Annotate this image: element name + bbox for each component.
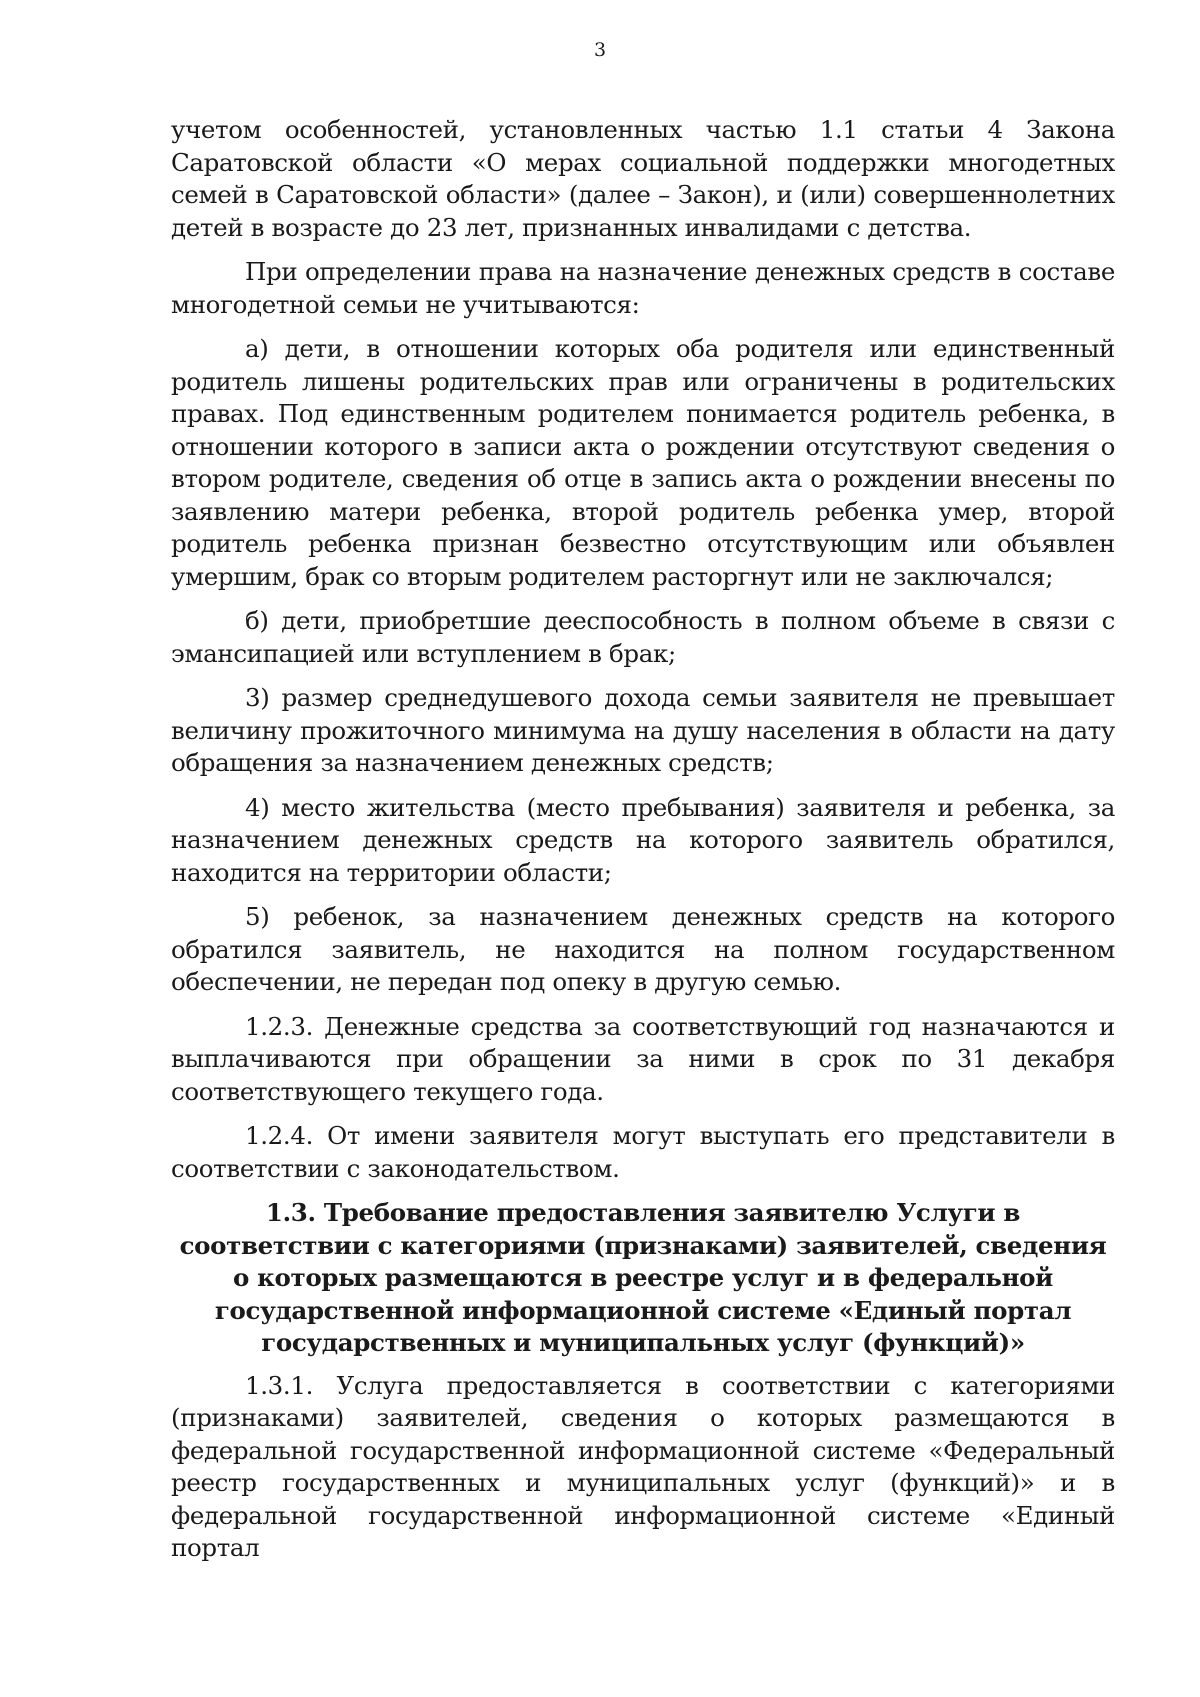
page-number: 3 bbox=[593, 39, 607, 61]
paragraph-1-3-1: 1.3.1. Услуга предоставляется в соответствии с категориями (признаками) заявителей, сведения о которых размещаются в федеральной государственной информационной системе «Федеральный реестр государственных и муниципальных услуг (функций)» и в федеральной государственной информационной системе «Единый портал bbox=[171, 1370, 1115, 1562]
document-body bbox=[171, 114, 1115, 1577]
paragraph-item-3: 3) размер среднедушевого дохода семьи заявителя не превышает величину прожиточного минимума на душу населения в области на дату обращения за назначением денежных средств; bbox=[171, 683, 1115, 777]
paragraph-item-a: а) дети, в отношении которых оба родителя или единственный родитель лишены родительских прав или ограничены в родительских правах. Под единственным родителем понимается родитель ребенка, в отношении которого в записи акта о рождении отсутствуют сведения о втором родителе, сведения об отце в запись акта о рождении внесены по заявлению матери ребенка, второй родитель ребенка умер, второй родитель ребенка признан безвестно отсутствующим или объявлен умершим, брак со вторым родителем расторгнут или не заключался; bbox=[171, 334, 1115, 591]
paragraph-1-2-4: 1.2.4. От имени заявителя могут выступать его представители в соответствии с законодательством. bbox=[171, 1121, 1115, 1183]
paragraph-item-4: 4) место жительства (место пребывания) заявителя и ребенка, за назначением денежных средств на которого заявитель обратился, находится на территории области; bbox=[171, 792, 1115, 887]
paragraph-continuation: учетом особенностей, установленных частью 1.1 статьи 4 Закона Саратовской области «О мерах социальной поддержки многодетных семей в Саратовской области» (далее – Закон), и (или) совершеннолетних детей в возрасте до 23 лет, признанных инвалидами с детства. bbox=[171, 115, 1115, 242]
section-heading-1-3: 1.3. Требование предоставления заявителю Услуги в соответствии с категориями (признаками) заявителей, сведения о которых размещаются в реестре услуг и в федеральной государственной информационной системе «Единый портал государственных и муниципальных услуг (функций)» bbox=[179, 1198, 1107, 1357]
paragraph-exclusions-intro: При определении права на назначение денежных средств в составе многодетной семьи не учитываются: bbox=[171, 257, 1115, 319]
paragraph-item-b: б) дети, приобретшие дееспособность в полном объеме в связи с эмансипацией или вступлением в брак; bbox=[171, 606, 1115, 668]
paragraph-item-5: 5) ребенок, за назначением денежных средств на которого обратился заявитель, не находится на полном государственном обеспечении, не передан под опеку в другую семью. bbox=[171, 902, 1115, 996]
paragraph-1-2-3: 1.2.3. Денежные средства за соответствующий год назначаются и выплачиваются при обращении за ними в срок по 31 декабря соответствующего текущего года. bbox=[171, 1011, 1115, 1106]
